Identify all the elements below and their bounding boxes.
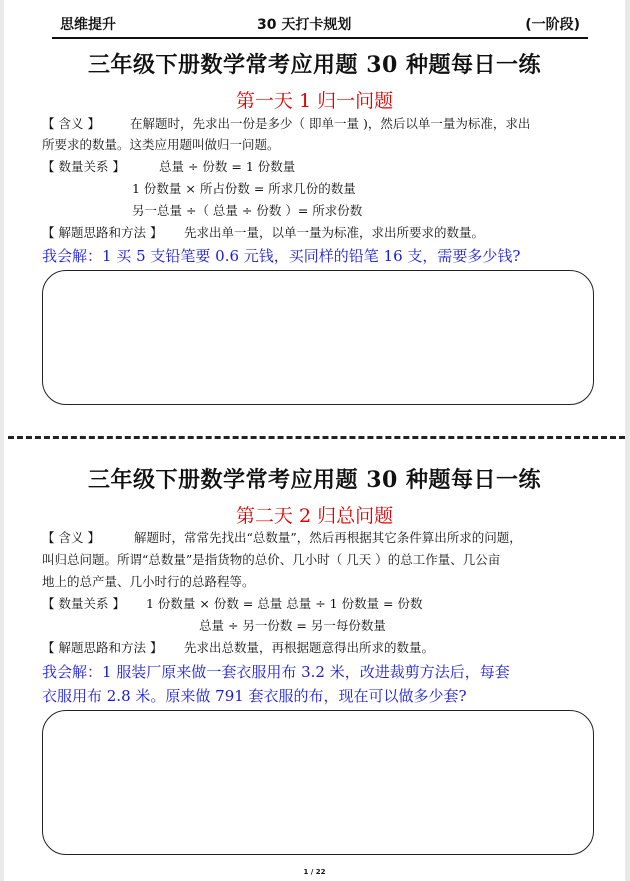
section2-question-1: 我会解：1 服装厂原来做一套衣服用布 3.2 米，改进裁剪方法后，每套: [42, 663, 510, 681]
section2-relation-label: 【 数量关系 】: [42, 596, 125, 611]
section1-question: 我会解：1 买 5 支铅笔要 0.6 元钱，买同样的铅笔 16 支，需要多少钱?: [42, 247, 521, 265]
section2-title: 三年级下册数学常考应用题 30 种题每日一练: [88, 467, 541, 493]
section1-relation-label: 【 数量关系 】: [42, 159, 125, 174]
section2-relation-1: 1 份数量 × 份数 = 总量 总量 ÷ 1 份数量 = 份数: [146, 596, 423, 611]
section2-relation-2: 总量 ÷ 另一份数 = 另一每份数量: [199, 618, 386, 633]
section2-meaning-3: 地上的总产量、几小时行的总路程等。: [42, 574, 255, 589]
section1-method-label: 【 解题思路和方法 】: [42, 225, 163, 240]
section1-meaning-2: 所要求的数量。这类应用题叫做归一问题。: [42, 137, 280, 152]
section2-answer-box[interactable]: [42, 710, 594, 855]
section1-title: 三年级下册数学常考应用题 30 种题每日一练: [88, 52, 541, 78]
section1-meaning-1: 在解题时，先求出一份是多少（ 即单一量 )，然后以单一量为标准，求出: [130, 116, 531, 131]
section2-method: 先求出总数量，再根据题意得出所求的数量。: [184, 640, 435, 655]
section1-method: 先求出单一量，以单一量为标准，求出所要求的数量。: [184, 225, 485, 240]
cut-line-divider: [8, 436, 625, 439]
section1-meaning-label: 【 含义 】: [42, 116, 100, 131]
section1-answer-box[interactable]: [42, 270, 594, 405]
document-page: [4, 0, 625, 881]
section1-relation-2: 1 份数量 × 所占份数 = 所求几份的数量: [132, 181, 356, 196]
page-header: [52, 14, 588, 36]
section2-meaning-2: 叫归总问题。所谓“总数量”是指货物的总价、几小时（ 几天 ）的总工作量、几公亩: [42, 552, 501, 567]
section2-question-2: 衣服用布 2.8 米。原来做 791 套衣服的布，现在可以做多少套?: [42, 687, 467, 705]
section2-meaning-1: 解题时，常常先找出“总数量”，然后再根据其它条件算出所求的问题，: [134, 530, 522, 545]
header-center: 30 天打卡规划: [257, 17, 352, 33]
section1-day: 第一天 1 归一问题: [235, 90, 394, 112]
header-rule: [52, 37, 588, 39]
section2-method-label: 【 解题思路和方法 】: [42, 640, 163, 655]
section1-relation-3: 另一总量 ÷（ 总量 ÷ 份数 ）= 所求份数: [132, 203, 363, 218]
section2-meaning-label: 【 含义 】: [42, 530, 100, 545]
page-number: 1 / 22: [303, 868, 326, 876]
header-left: 思维提升: [60, 17, 116, 33]
header-right: (一阶段): [525, 17, 580, 33]
section1-relation-1: 总量 ÷ 份数 = 1 份数量: [159, 159, 296, 174]
section2-day: 第二天 2 归总问题: [235, 505, 394, 527]
